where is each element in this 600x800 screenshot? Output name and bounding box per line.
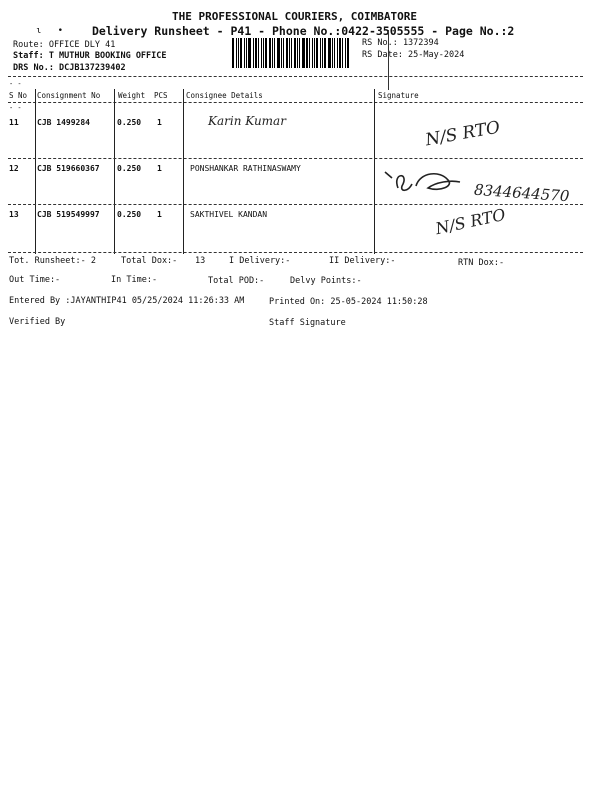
col-header-weight: Weight [118, 91, 146, 100]
row-pcs: 1 [157, 210, 162, 219]
col-header-consignee: Consignee Details [186, 91, 263, 100]
barcode-bar [255, 38, 257, 68]
rtn-dox: RTN Dox:- [458, 258, 505, 268]
barcode-bar [306, 38, 308, 68]
barcode-bar [294, 38, 296, 68]
barcode-bar [291, 38, 292, 68]
signature-scribble [380, 162, 475, 202]
barcode-bar [269, 38, 271, 68]
delvy-points: Delvy Points:- [290, 276, 362, 286]
barcode-bar [248, 38, 251, 68]
table-bottom-rule [8, 252, 583, 253]
total-dox-value: 13 [195, 256, 206, 266]
ii-delivery: II Delivery:- [329, 256, 396, 266]
rs-number: RS No.: 1372394 [362, 38, 439, 48]
barcode-bar [302, 38, 305, 68]
company-title: THE PROFESSIONAL COURIERS, COIMBATORE [172, 10, 418, 23]
barcode-bar [277, 38, 280, 68]
out-time: Out Time:- [9, 275, 61, 285]
barcode-bar [328, 38, 331, 68]
divider [8, 102, 583, 103]
barcode-bar [232, 38, 234, 68]
barcode-bar [283, 38, 284, 68]
col-header-consignment: Consignment No [37, 91, 101, 100]
barcode-bar [334, 38, 335, 68]
col-header-pcs: PCS [154, 91, 168, 100]
in-time: In Time:- [111, 275, 158, 285]
row-pcs: 1 [157, 118, 162, 127]
barcode-bar [244, 38, 245, 68]
signature-note: N/S RTO [423, 117, 502, 151]
row-consignee: SAKTHIVEL KANDAN [190, 210, 268, 219]
row-sno: 13 [9, 210, 19, 219]
stray-dashes: - - [9, 80, 22, 88]
pen-line [388, 30, 389, 90]
tot-runsheet: Tot. Runsheet:- 2 [9, 256, 96, 266]
runsheet-subtitle: Delivery Runsheet - P41 - Phone No.:0422-3505555 - Page No.:2 [92, 24, 515, 38]
col-separator [374, 89, 375, 254]
row-consignment: CJB 519549997 [37, 210, 100, 219]
barcode-bar [281, 38, 282, 68]
signature-note: N/S RTO [433, 204, 508, 239]
col-separator [35, 89, 36, 254]
col-separator [114, 89, 115, 254]
barcode-bar [258, 38, 259, 68]
printed-on: Printed On: 25-05-2024 11:50:28 [269, 297, 428, 307]
barcode-bar [299, 38, 300, 68]
barcode-bar [253, 38, 254, 68]
handwritten-name: Karin Kumar [208, 114, 286, 128]
i-delivery: I Delivery:- [229, 256, 291, 266]
route-label: Route: OFFICE DLY 41 [13, 40, 116, 50]
barcode-bar [236, 38, 237, 68]
row-divider [8, 204, 583, 205]
stray-mark: ɩ • [36, 26, 64, 36]
barcode-bar [339, 38, 341, 68]
row-weight: 0.250 [117, 210, 142, 219]
barcode-bar [297, 38, 298, 68]
staff-label: Staff: T MUTHUR BOOKING OFFICE [13, 51, 167, 61]
col-separator [183, 89, 184, 254]
barcode-bar [238, 38, 239, 68]
row-pcs: 1 [157, 164, 162, 173]
barcode-bar [324, 38, 326, 68]
barcode-bar [309, 38, 310, 68]
barcode-bar [342, 38, 343, 68]
barcode-bar [289, 38, 290, 68]
barcode-bar [314, 38, 315, 68]
total-pod: Total POD:- [208, 276, 265, 286]
barcode-bar [246, 38, 247, 68]
drs-number: DRS No.: DCJB137239402 [13, 63, 126, 73]
row-consignment: CJB 519660367 [37, 164, 100, 173]
barcode-bar [316, 38, 318, 68]
col-header-signature: Signature [378, 91, 419, 100]
divider [8, 76, 583, 77]
row-sno: 11 [9, 118, 19, 127]
entered-by: Entered By :JAYANTHIP41 05/25/2024 11:26:33 AM [9, 296, 245, 306]
barcode-bar [274, 38, 275, 68]
row-consignment: CJB 1499284 [37, 118, 90, 127]
barcode-bar [332, 38, 333, 68]
row-weight: 0.250 [117, 164, 142, 173]
barcode-bar [263, 38, 264, 68]
barcode-bar [240, 38, 242, 68]
barcode-bar [286, 38, 288, 68]
barcode-bar [322, 38, 323, 68]
row-weight: 0.250 [117, 118, 142, 127]
barcode-bar [337, 38, 338, 68]
stray-dashes: - - [9, 104, 22, 112]
barcode-bar [261, 38, 262, 68]
signature-phone: 8344644570 [473, 180, 570, 206]
staff-signature: Staff Signature [269, 318, 346, 328]
total-dox-label: Total Dox:- [121, 256, 178, 266]
barcode-bar [312, 38, 313, 68]
row-consignee: PONSHANKAR RATHINASWAMY [190, 164, 301, 173]
barcode-bar [345, 38, 346, 68]
verified-by: Verified By [9, 317, 66, 327]
barcode-bar [347, 38, 349, 68]
barcode-bar [265, 38, 267, 68]
barcode [232, 38, 356, 68]
rs-date: RS Date: 25-May-2024 [362, 50, 465, 60]
barcode-bar [320, 38, 321, 68]
row-divider [8, 158, 583, 159]
barcode-bar [272, 38, 273, 68]
col-header-sno: S No [9, 91, 28, 100]
row-sno: 12 [9, 164, 19, 173]
